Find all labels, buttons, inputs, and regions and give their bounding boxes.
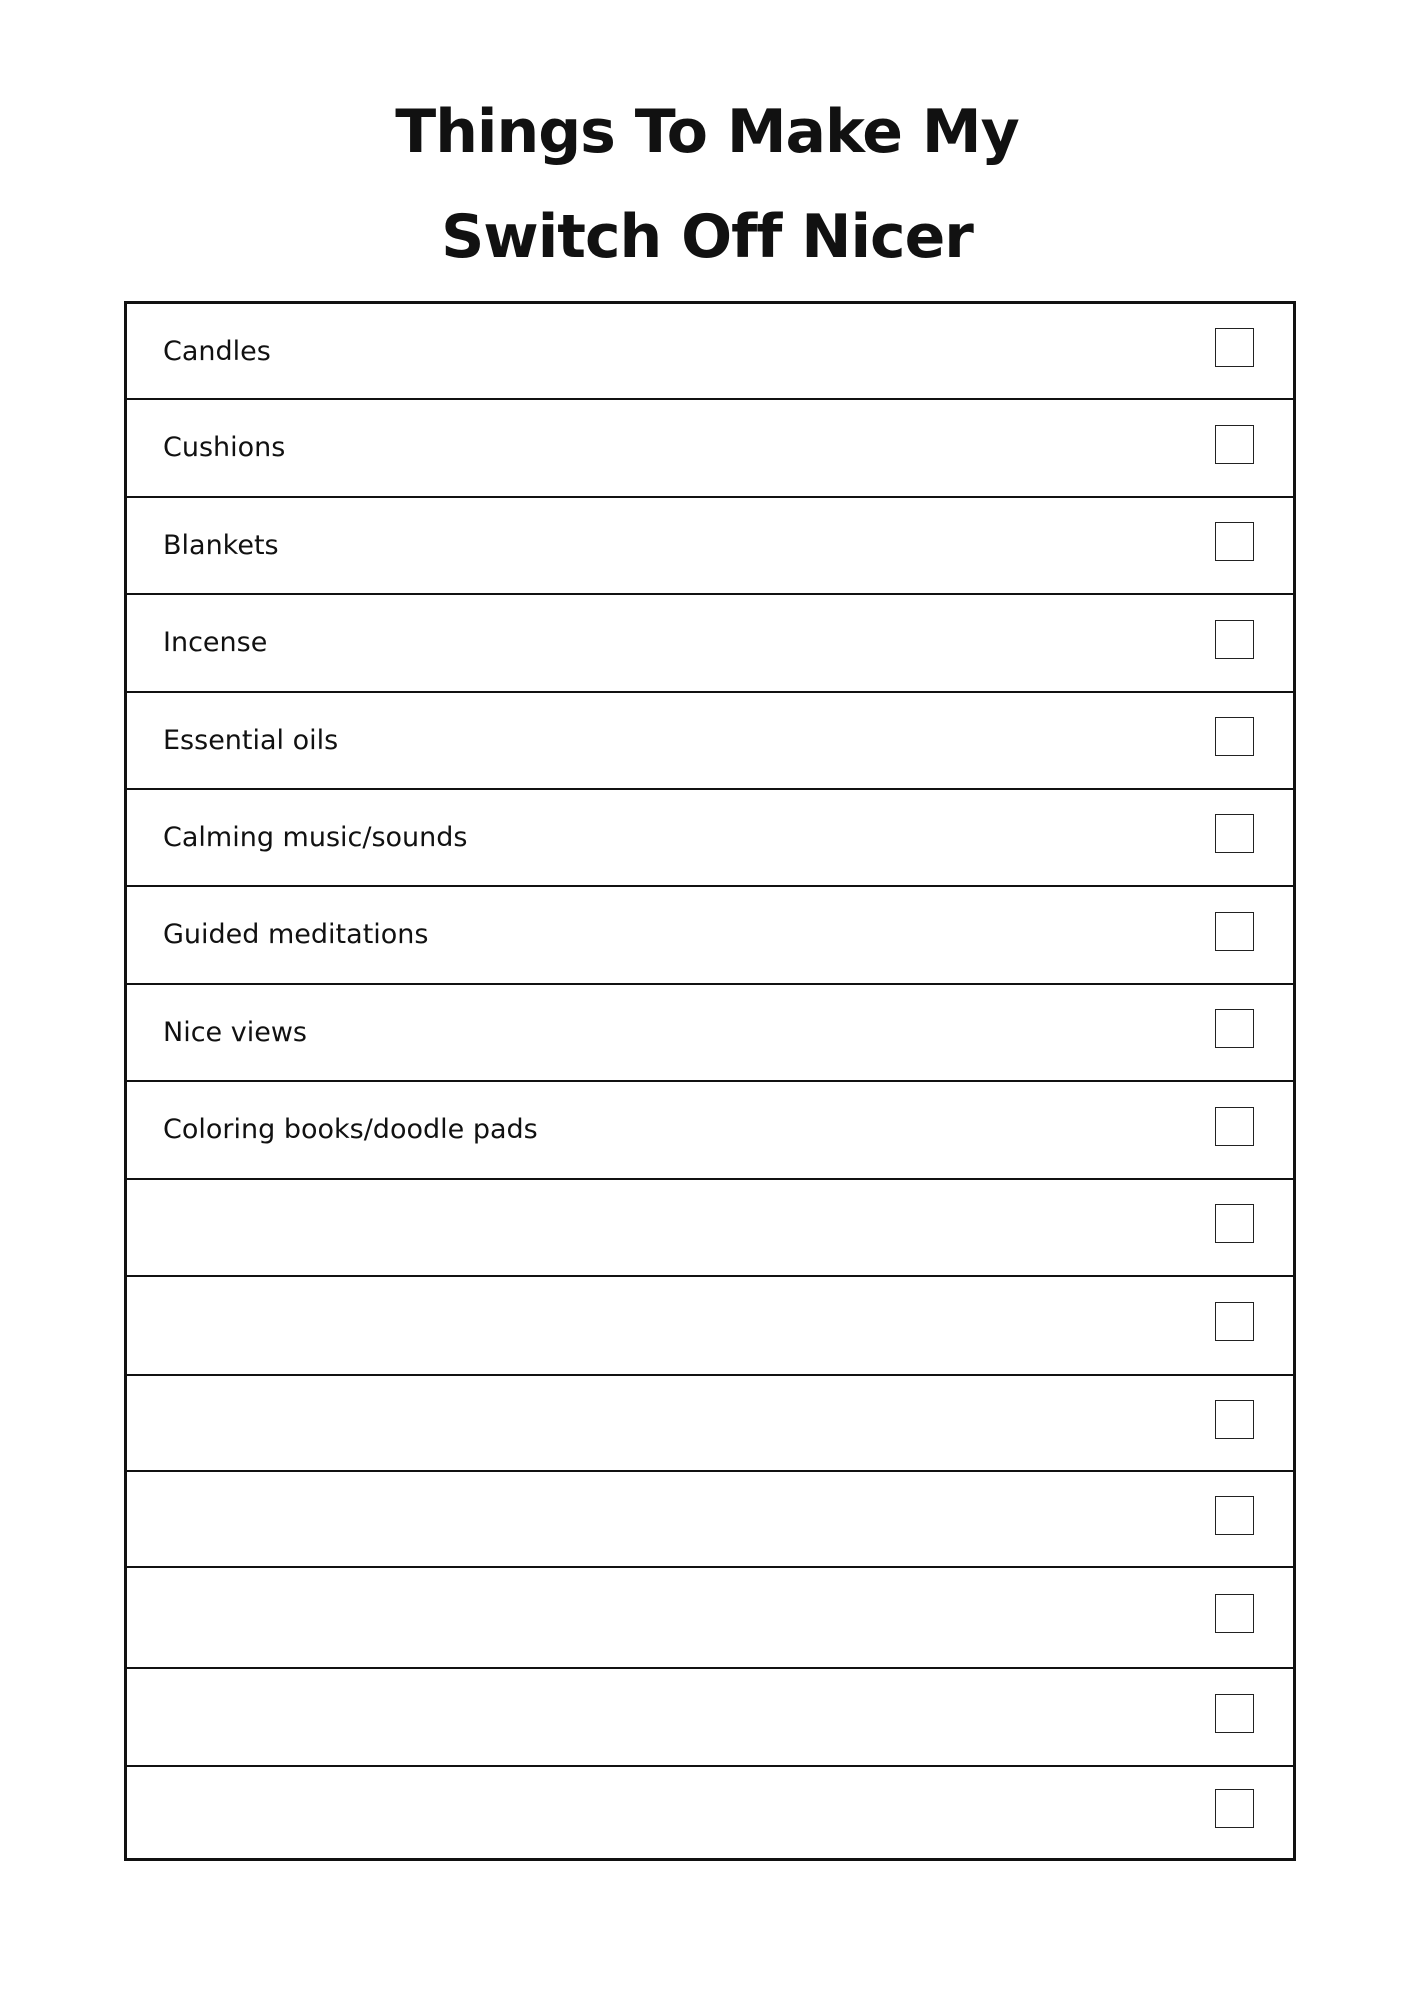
row-divider [125,983,1293,985]
row-divider [125,1470,1293,1472]
checklist-checkbox[interactable] [1215,912,1254,951]
checklist-item-label: Calming music/sounds [163,822,468,853]
checklist-checkbox[interactable] [1215,1204,1254,1243]
checklist-item-label: Nice views [163,1017,307,1048]
checklist-row [127,1668,1293,1766]
checklist-row [127,1179,1293,1276]
row-divider [125,1566,1293,1568]
checklist-checkbox[interactable] [1215,522,1254,561]
checklist-row [127,399,1293,497]
row-divider [125,788,1293,790]
row-divider [125,691,1293,693]
checklist-checkbox[interactable] [1215,717,1254,756]
checklist-checkbox[interactable] [1215,1694,1254,1733]
row-divider [125,398,1293,400]
row-divider [125,496,1293,498]
checklist-checkbox[interactable] [1215,1594,1254,1633]
checklist-checkbox[interactable] [1215,814,1254,853]
page-title-line-2: Switch Off Nicer [441,202,973,272]
checklist-table [124,301,1296,1861]
row-divider [125,1374,1293,1376]
checklist-item-label: Cushions [163,432,286,463]
checklist-row [127,497,1293,594]
checklist-checkbox[interactable] [1215,1009,1254,1048]
checklist-row [127,1471,1293,1567]
row-divider [125,885,1293,887]
checklist-item-label: Incense [163,627,268,658]
checklist-row [127,594,1293,692]
row-divider [125,1667,1293,1669]
checklist-checkbox[interactable] [1215,1789,1254,1828]
checklist-checkbox[interactable] [1215,1107,1254,1146]
checklist-checkbox[interactable] [1215,1400,1254,1439]
checklist-row [127,886,1293,984]
checklist-row [127,789,1293,886]
checklist-checkbox[interactable] [1215,425,1254,464]
checklist-item-label: Guided meditations [163,919,429,950]
row-divider [125,1275,1293,1277]
checklist-item-label: Blankets [163,530,279,561]
checklist-row [127,1276,1293,1375]
row-divider [125,593,1293,595]
checklist-checkbox[interactable] [1215,1496,1254,1535]
checklist-checkbox[interactable] [1215,620,1254,659]
checklist-row [127,1766,1293,1858]
checklist-row [127,692,1293,789]
page-title-line-1: Things To Make My [395,97,1019,167]
row-divider [125,1178,1293,1180]
checklist-checkbox[interactable] [1215,1302,1254,1341]
checklist-item-label: Essential oils [163,725,339,756]
checklist-row [127,1081,1293,1179]
checklist-row [127,1567,1293,1668]
row-divider [125,1080,1293,1082]
checklist-row [127,984,1293,1081]
checklist-row [127,304,1293,399]
checklist-checkbox[interactable] [1215,328,1254,367]
checklist-item-label: Candles [163,336,271,367]
row-divider [125,1765,1293,1767]
checklist-item-label: Coloring books/doodle pads [163,1114,538,1145]
checklist-row [127,1375,1293,1471]
